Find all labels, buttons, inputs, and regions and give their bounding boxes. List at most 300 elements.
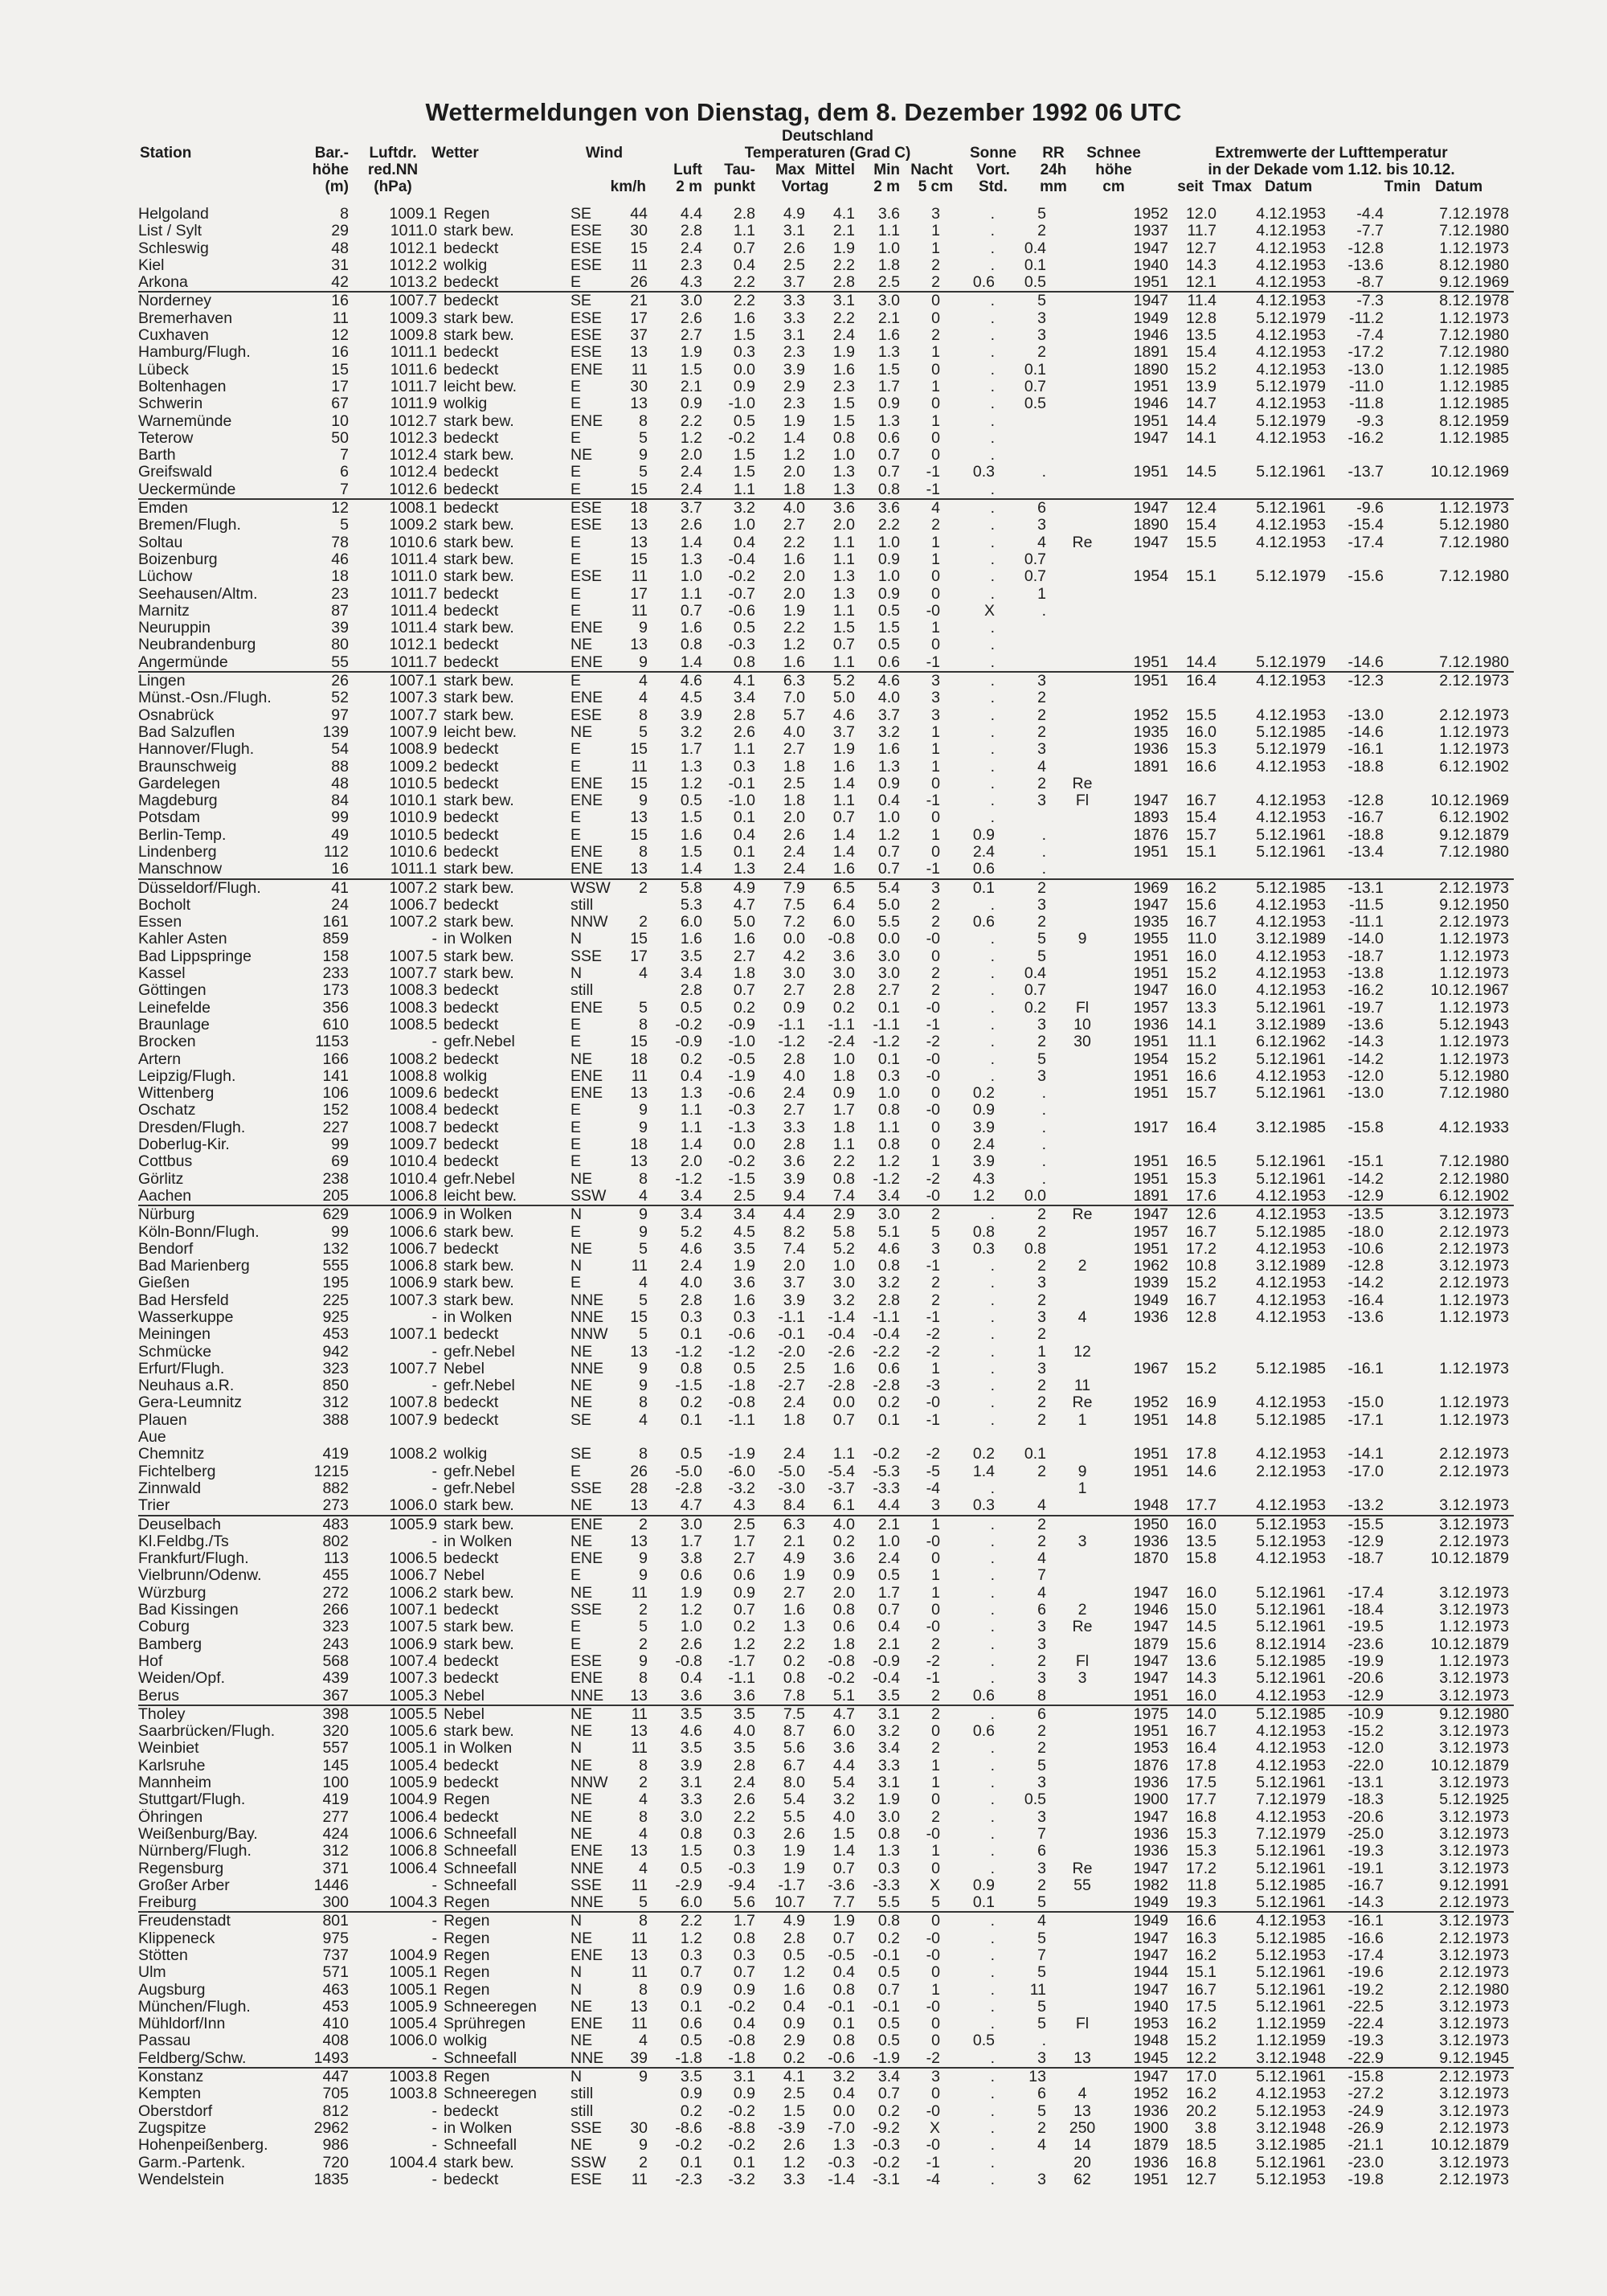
cell-wind-dir: N — [570, 965, 583, 983]
cell-bar-height: 986 — [322, 2137, 349, 2155]
cell-max-temp: 5.4 — [783, 1791, 805, 1809]
table-row — [138, 1740, 1514, 1757]
cell-sunshine: . — [990, 1411, 995, 1429]
cell-sunshine: 2.4 — [972, 1136, 995, 1154]
cell-sunshine: . — [940, 1705, 995, 1723]
cell-snow-depth: Fl — [1075, 1652, 1090, 1670]
cell-air-temp: 1.0 — [680, 1619, 702, 1636]
cell-wind-speed: 8 — [639, 412, 648, 430]
cell-snow-depth — [1046, 551, 1118, 568]
cell-air-temp: 0.7 — [680, 1964, 702, 1982]
cell-since-year: 1936 — [1133, 1843, 1168, 1860]
cell-tmax-date: 4.12.1953 — [1216, 1205, 1331, 1223]
cell-tmin-date: 3.12.1973 — [1439, 1808, 1509, 1826]
cell-mean-temp: 0.7 — [832, 636, 855, 654]
cell-min-temp: 0.1 — [877, 1050, 900, 1068]
cell-dew-point: 0.3 — [733, 1946, 755, 1964]
cell-tmax — [1168, 861, 1216, 878]
table-row — [138, 1550, 1514, 1567]
cell-air-temp: -0.8 — [675, 1652, 702, 1670]
cell-station: Berus — [138, 1687, 179, 1705]
cell-air-temp: 2.8 — [680, 982, 702, 1000]
cell-tmax: 16.2 — [1186, 2016, 1216, 2033]
cell-weather: stark bew. — [444, 690, 514, 707]
cell-weather: bedeckt — [444, 636, 499, 654]
cell-tmin-date — [1384, 1326, 1514, 1343]
cell-bar-height: 39 — [331, 620, 349, 637]
cell-wind-dir: NE — [570, 1584, 593, 1602]
table-row — [138, 1394, 1514, 1411]
cell-tmax: 16.6 — [1168, 1912, 1216, 1930]
cell-pressure: 1004.9 — [389, 1946, 437, 1964]
cell-snow-depth — [1046, 1723, 1118, 1740]
cell-since-year: 1936 — [1133, 1825, 1168, 1843]
table-row — [138, 568, 1514, 585]
cell-tmin: -19.1 — [1347, 1860, 1384, 1877]
cell-min-temp: 0.9 — [877, 585, 900, 603]
cell-mean-temp: 0.8 — [832, 1981, 855, 1999]
cell-tmax — [1168, 1136, 1216, 1153]
cell-max-temp: 2.9 — [783, 2032, 805, 2050]
cell-min-temp: 2.8 — [877, 1291, 900, 1309]
cell-pressure: 1011.9 — [390, 395, 437, 413]
cell-precip: 5 — [1037, 931, 1046, 948]
cell-air-temp: 2.7 — [680, 327, 702, 345]
cell-since-year: 1948 — [1133, 2032, 1168, 2050]
cell-tmin-date: 1.12.1973 — [1384, 499, 1514, 517]
cell-mean-temp: 1.1 — [832, 653, 855, 671]
header-luftdr-1: Luftdr. — [369, 145, 417, 162]
cell-max-temp: 2.6 — [783, 826, 805, 844]
cell-max-temp: 1.9 — [783, 602, 805, 620]
cell-station: Oberstdorf — [138, 2102, 213, 2120]
cell-station: Kiel — [138, 256, 165, 274]
cell-mean-temp: 0.2 — [832, 999, 855, 1017]
cell-tmin: -23.6 — [1347, 1635, 1384, 1653]
cell-tmin-date: 3.12.1973 — [1439, 1602, 1509, 1619]
cell-pressure: 1008.4 — [389, 1102, 437, 1119]
cell-since-year: 1935 — [1133, 914, 1168, 931]
cell-snow-depth — [1046, 1497, 1118, 1515]
cell-wind-speed: 9 — [639, 620, 648, 637]
cell-max-temp: 4.9 — [755, 1912, 805, 1930]
cell-weather: in Wolken — [437, 1205, 564, 1223]
cell-max-temp: 1.9 — [783, 412, 805, 430]
cell-sunshine: 0.6 — [972, 274, 995, 292]
cell-mean-temp: 0.7 — [832, 1930, 855, 1947]
cell-precip: 2 — [1037, 1723, 1046, 1741]
cell-wind-speed: 11 — [631, 568, 648, 586]
cell-bar-height: 1493 — [313, 2049, 349, 2067]
cell-mean-temp: -1.1 — [828, 1016, 855, 1033]
cell-max-temp: 2.5 — [783, 2085, 805, 2103]
cell-tmax: 13.9 — [1186, 378, 1216, 395]
cell-tmin: -18.7 — [1347, 1550, 1384, 1568]
cell-mean-temp: 1.5 — [832, 412, 855, 430]
cell-wind-speed: 17 — [630, 585, 648, 603]
cell-air-temp: 2.8 — [680, 1291, 702, 1309]
cell-snow-depth: Re — [1072, 1619, 1093, 1636]
cell-tmax-date: 4.12.1953 — [1256, 429, 1326, 447]
cell-max-temp: 1.4 — [783, 429, 805, 447]
cell-since-year: 1951 — [1133, 843, 1168, 861]
table-row — [138, 499, 1514, 517]
cell-min-temp: 0.8 — [877, 1825, 900, 1843]
cell-tmax-date: 5.12.1961 — [1256, 1602, 1326, 1619]
cell-mean-temp: 2.0 — [832, 1584, 855, 1602]
cell-dew-point: 0.4 — [733, 2016, 755, 2033]
cell-tmin-date: 2.12.1973 — [1439, 2119, 1509, 2137]
cell-snow-depth — [1046, 654, 1118, 672]
cell-night-min: 2 — [900, 1205, 940, 1223]
cell-wind-dir: ENE — [570, 1550, 603, 1568]
cell-tmax: 16.5 — [1186, 1153, 1216, 1171]
cell-weather: bedeckt — [444, 2171, 499, 2188]
cell-mean-temp: 7.4 — [832, 1187, 855, 1205]
cell-dew-point: 1.8 — [733, 965, 755, 983]
cell-wind-dir: N — [564, 2068, 620, 2085]
cell-sunshine: . — [990, 2102, 995, 2120]
cell-weather: leicht bew. — [444, 723, 517, 741]
cell-precip: 2 — [1037, 775, 1046, 792]
cell-night-min: 2 — [931, 1740, 940, 1758]
cell-night-min: -0 — [926, 931, 940, 948]
cell-dew-point: -1.3 — [728, 1119, 755, 1136]
cell-snow-depth — [1046, 1051, 1118, 1068]
cell-air-temp: -5.0 — [675, 1463, 702, 1480]
cell-weather: bedeckt — [444, 585, 499, 603]
cell-station: Greifswald — [138, 464, 213, 481]
table-row — [138, 1533, 1514, 1550]
cell-tmax-date: 5.12.1961 — [1256, 1981, 1326, 1999]
cell-dew-point: 0.9 — [733, 2085, 755, 2103]
cell-pressure: 1011.4 — [390, 620, 437, 637]
cell-pressure: 1009.8 — [389, 327, 437, 345]
cell-bar-height: 113 — [323, 1550, 349, 1568]
cell-night-min: 1 — [931, 378, 940, 395]
cell-wind-speed: 8 — [639, 1981, 648, 1999]
cell-min-temp: 0.7 — [877, 464, 900, 481]
cell-wind-dir: E — [570, 758, 582, 776]
cell-snow-depth: 2 — [1077, 1602, 1087, 1619]
cell-air-temp: 1.6 — [680, 931, 702, 948]
cell-tmin: -14.6 — [1347, 723, 1384, 741]
cell-bar-height: 106 — [322, 1085, 349, 1103]
cell-max-temp: 2.0 — [783, 568, 805, 586]
cell-tmin-date — [1384, 447, 1514, 464]
cell-dew-point: 2.6 — [733, 723, 755, 741]
cell-dew-point: -0.3 — [728, 1102, 755, 1119]
cell-dew-point: 1.1 — [733, 481, 755, 498]
cell-tmax-date — [1216, 1377, 1331, 1394]
cell-min-temp: 0.4 — [877, 792, 900, 810]
cell-dew-point: -1.8 — [728, 1377, 755, 1395]
cell-wind-dir: SSE — [570, 1480, 603, 1497]
cell-wind-dir: NE — [570, 1377, 593, 1395]
cell-station: Deuselbach — [138, 1516, 291, 1533]
cell-tmax-date: 5.12.1979 — [1256, 378, 1326, 395]
cell-precip: 0.7 — [1024, 378, 1046, 395]
cell-station: Doberlug-Kir. — [138, 1136, 230, 1154]
cell-station: Coburg — [138, 1619, 190, 1636]
cell-bar-height: 16 — [331, 344, 349, 362]
cell-precip — [995, 654, 1046, 672]
cell-bar-height: 238 — [322, 1170, 349, 1188]
cell-mean-temp: 1.1 — [832, 534, 855, 551]
cell-weather: Regen — [444, 1946, 490, 1964]
cell-snow-depth — [1046, 1930, 1118, 1947]
cell-bar-height: 132 — [322, 1240, 349, 1258]
cell-wind-speed: 9 — [639, 792, 648, 810]
cell-max-temp: 1.3 — [783, 1619, 805, 1636]
cell-max-temp: 2.0 — [783, 585, 805, 603]
cell-tmin: -13.8 — [1347, 965, 1384, 983]
cell-bar-height: 225 — [322, 1291, 349, 1309]
cell-tmax: 12.0 — [1186, 206, 1216, 223]
cell-bar-height: 557 — [322, 1740, 349, 1758]
cell-tmax-date — [1216, 636, 1331, 653]
cell-tmax-date — [1216, 551, 1331, 568]
cell-max-temp: 3.7 — [783, 1275, 805, 1292]
cell-wind-speed: 11 — [631, 1067, 648, 1085]
cell-sunshine: . — [990, 1309, 995, 1326]
cell-tmax-date: 5.12.1961 — [1256, 826, 1326, 844]
cell-since-year — [1118, 603, 1168, 620]
cell-min-temp: -0.4 — [873, 1670, 900, 1688]
cell-weather: Nebel — [444, 1360, 485, 1377]
cell-station: Schwerin — [138, 395, 203, 413]
cell-night-min: 1 — [931, 412, 940, 430]
cell-precip: 0.1 — [1024, 1446, 1046, 1463]
cell-air-temp: 6.0 — [680, 914, 702, 931]
cell-sunshine: . — [940, 292, 995, 309]
cell-min-temp: 2.5 — [877, 274, 900, 292]
cell-wind-speed: 5 — [639, 723, 648, 741]
cell-night-min: 2 — [931, 1808, 940, 1826]
table-row — [138, 1446, 1514, 1463]
cell-max-temp: 1.8 — [783, 1411, 805, 1429]
cell-weather: bedeckt — [444, 775, 499, 792]
cell-snow-depth: 2 — [1077, 1258, 1087, 1275]
cell-wind-speed: 30 — [630, 223, 648, 240]
cell-precip: 5 — [1037, 1894, 1046, 1912]
table-row — [138, 1258, 1514, 1275]
cell-max-temp: 0.4 — [783, 1998, 805, 2016]
cell-tmin-date: 3.12.1973 — [1439, 1843, 1509, 1860]
cell-snow-depth — [1046, 1774, 1118, 1791]
cell-tmin — [1331, 603, 1384, 620]
table-row — [138, 1292, 1514, 1309]
cell-tmin-date: 1.12.1973 — [1439, 1394, 1509, 1412]
cell-station: Augsburg — [138, 1981, 206, 1999]
cell-snow-depth — [1046, 362, 1118, 379]
cell-pressure: 1006.8 — [389, 1843, 437, 1860]
header-seit: seit — [1177, 178, 1204, 195]
cell-wind-dir: ENE — [570, 412, 603, 430]
cell-max-temp: 7.4 — [783, 1240, 805, 1258]
header-temperaturen: Temperaturen (Grad C) — [744, 145, 911, 162]
cell-air-temp: 2.0 — [680, 1153, 702, 1171]
cell-max-temp: 1.5 — [783, 2102, 805, 2120]
cell-night-min: 1 — [931, 223, 940, 240]
cell-tmin: -19.7 — [1347, 999, 1384, 1017]
cell-dew-point: 0.3 — [733, 344, 755, 362]
cell-dew-point: 0.2 — [733, 1619, 755, 1636]
cell-bar-height: 48 — [331, 239, 349, 257]
cell-tmin: -11.2 — [1349, 309, 1384, 327]
cell-max-temp: 7.9 — [755, 879, 805, 897]
cell-min-temp: 3.1 — [855, 1705, 900, 1723]
cell-air-temp: 1.9 — [680, 1584, 702, 1602]
cell-dew-point: 2.5 — [733, 1187, 755, 1205]
cell-wind-dir: ENE — [570, 861, 603, 878]
cell-snow-depth — [1046, 1947, 1118, 1964]
cell-since-year: 1962 — [1133, 1258, 1168, 1275]
cell-sunshine — [940, 1429, 995, 1446]
cell-precip: 6 — [1037, 1843, 1046, 1860]
cell-pressure: 1006.7 — [389, 1240, 437, 1258]
cell-dew-point: 4.3 — [733, 1497, 755, 1515]
table-row — [138, 1497, 1514, 1515]
cell-tmin-date: 2.12.1973 — [1439, 1240, 1509, 1258]
cell-air-temp: 2.6 — [680, 1635, 702, 1653]
cell-tmax-date: 5.12.1961 — [1256, 1584, 1326, 1602]
cell-station: Gera-Leumnitz — [138, 1394, 242, 1412]
cell-tmin-date: 1.12.1973 — [1439, 1411, 1509, 1429]
cell-weather: Nebel — [437, 1705, 564, 1723]
cell-max-temp: 9.4 — [783, 1187, 805, 1205]
cell-tmin-date: 3.12.1973 — [1439, 2154, 1509, 2171]
cell-wind-dir: NE — [570, 1533, 593, 1550]
cell-max-temp: 7.5 — [783, 896, 805, 914]
cell-mean-temp: 3.6 — [832, 1550, 855, 1568]
cell-precip: . — [1041, 843, 1046, 861]
cell-snow-depth — [1046, 707, 1118, 724]
cell-tmin-date: 2.12.1973 — [1439, 706, 1509, 724]
header-sonne-2: Vort. — [976, 162, 1010, 178]
table-row — [138, 1585, 1514, 1602]
table-row — [138, 1480, 1514, 1497]
cell-weather: Schneefall — [444, 2049, 517, 2067]
cell-tmax: 15.7 — [1186, 1085, 1216, 1103]
cell-air-temp: 1.3 — [680, 1085, 702, 1103]
cell-min-temp: 1.2 — [877, 826, 900, 844]
cell-night-min: -2 — [926, 1033, 940, 1051]
cell-precip: 4 — [995, 1912, 1046, 1930]
cell-dew-point: -0.8 — [728, 1394, 755, 1412]
cell-wind-dir: E — [570, 1153, 582, 1171]
cell-precip: 3 — [1037, 1808, 1046, 1826]
cell-wind-speed: 11 — [631, 758, 648, 776]
cell-wind-dir: SE — [570, 206, 592, 223]
cell-wind-speed: 2 — [639, 1602, 648, 1619]
cell-wind-dir: ENE — [570, 620, 603, 637]
cell-max-temp: 3.6 — [783, 1153, 805, 1171]
cell-tmax: 12.7 — [1186, 239, 1216, 257]
cell-weather: wolkig — [444, 395, 488, 413]
cell-night-min: 0 — [931, 309, 940, 327]
cell-wind-dir: E — [570, 1136, 582, 1154]
cell-wind-dir: ESE — [570, 256, 603, 274]
cell-precip: 3 — [1037, 517, 1046, 534]
cell-air-temp: 4.7 — [680, 1497, 702, 1515]
cell-since-year: 1952 — [1133, 706, 1168, 724]
cell-sunshine: . — [990, 931, 995, 948]
cell-since-year: 1936 — [1133, 1774, 1168, 1792]
cell-snow-depth — [1046, 1068, 1118, 1085]
cell-tmin-date — [1384, 1429, 1514, 1446]
header-kmh: km/h — [610, 178, 646, 195]
cell-pressure: 1006.9 — [349, 1205, 437, 1223]
cell-bar-height: 26 — [291, 672, 349, 690]
cell-wind-speed: 13 — [630, 1843, 648, 1860]
cell-tmin: -9.3 — [1356, 412, 1384, 430]
cell-sunshine: . — [990, 636, 995, 654]
cell-bar-height: 112 — [323, 843, 349, 861]
cell-tmax: 15.3 — [1186, 1170, 1216, 1188]
cell-wind-speed: 9 — [639, 1102, 648, 1119]
table-row — [138, 603, 1514, 620]
cell-since-year: 1946 — [1133, 395, 1168, 413]
cell-min-temp: 0.8 — [877, 481, 900, 498]
cell-air-temp: 0.5 — [680, 1860, 702, 1877]
cell-tmin-date: 2.12.1973 — [1439, 1894, 1509, 1912]
cell-mean-temp: 1.1 — [832, 550, 855, 568]
cell-station: Hamburg/Flugh. — [138, 344, 251, 362]
cell-pressure: 1006.4 — [389, 1808, 437, 1826]
cell-max-temp: 4.0 — [755, 499, 805, 517]
cell-bar-height: 166 — [322, 1050, 349, 1068]
cell-station: Helgoland — [138, 206, 209, 223]
cell-station: Münst.-Osn./Flugh. — [138, 690, 272, 707]
cell-sunshine: . — [990, 1016, 995, 1033]
cell-bar-height: 859 — [322, 931, 349, 948]
cell-pressure: 1006.9 — [389, 1275, 437, 1292]
table-row — [138, 982, 1514, 999]
cell-tmin: -22.4 — [1347, 2016, 1384, 2033]
cell-dew-point: -0.2 — [728, 2102, 755, 2120]
cell-night-min: 5 — [931, 1223, 940, 1241]
table-row — [138, 1068, 1514, 1085]
cell-air-temp: 3.4 — [648, 1205, 702, 1223]
header-tau-1: Tau- — [724, 162, 755, 178]
cell-pressure: 1011.4 — [390, 602, 437, 620]
cell-precip: 4 — [1037, 1497, 1046, 1515]
cell-bar-height: 737 — [322, 1946, 349, 1964]
cell-bar-height: 408 — [322, 2032, 349, 2050]
cell-min-temp: 3.0 — [877, 1808, 900, 1826]
cell-wind-dir: N — [570, 1981, 583, 1999]
cell-min-temp: 2.1 — [855, 1516, 900, 1533]
cell-snow-depth — [1046, 861, 1118, 878]
cell-bar-height: 12 — [331, 327, 349, 345]
cell-precip: . — [1041, 1102, 1046, 1119]
cell-mean-temp: -0.8 — [828, 1652, 855, 1670]
table-row — [138, 861, 1514, 878]
cell-wind-dir: NE — [570, 1930, 593, 1947]
cell-dew-point: 3.1 — [702, 2068, 755, 2085]
cell-tmax-date — [1216, 776, 1331, 792]
table-row — [138, 534, 1514, 551]
cell-wind-dir: E — [570, 378, 582, 395]
cell-night-min: -2 — [926, 1326, 940, 1344]
cell-min-temp: 0.1 — [877, 1411, 900, 1429]
cell-tmax-date — [1216, 1326, 1331, 1343]
cell-since-year — [1118, 481, 1168, 499]
cell-precip: 0.8 — [1024, 1240, 1046, 1258]
cell-bar-height: 195 — [322, 1275, 349, 1292]
cell-min-temp: -0.3 — [873, 2137, 900, 2155]
